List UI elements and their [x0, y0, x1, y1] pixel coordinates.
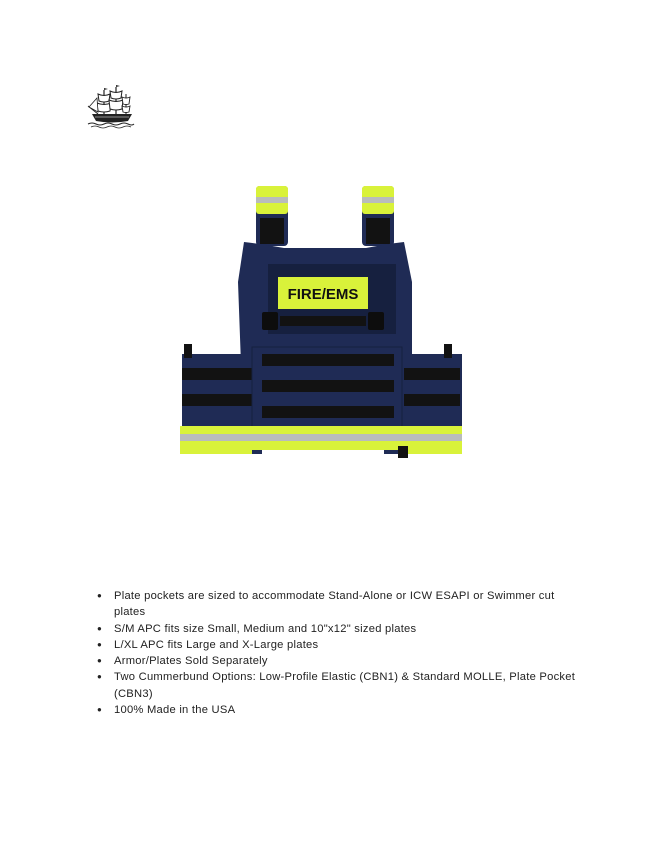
list-item: ● S/M APC fits size Small, Medium and 10"x12" sized plates [97, 621, 577, 637]
list-item: ● Plate pockets are sized to accommodate Stand-Alone or ICW ESAPI or Swimmer cut plates [97, 588, 577, 621]
ship-logo-icon [86, 84, 136, 130]
list-item: ● L/XL APC fits Large and X-Large plates [97, 637, 577, 653]
plate-carrier-vest-icon [172, 182, 472, 467]
list-item: ● Two Cummerbund Options: Low-Profile Elastic (CBN1) & Standard MOLLE, Plate Pocket (CBN3) [97, 669, 577, 702]
list-item: ● 100% Made in the USA [97, 702, 577, 718]
vest-patch-text: FIRE/EMS [287, 286, 359, 303]
feature-list [97, 588, 577, 718]
list-item: ● Armor/Plates Sold Separately [97, 653, 577, 669]
